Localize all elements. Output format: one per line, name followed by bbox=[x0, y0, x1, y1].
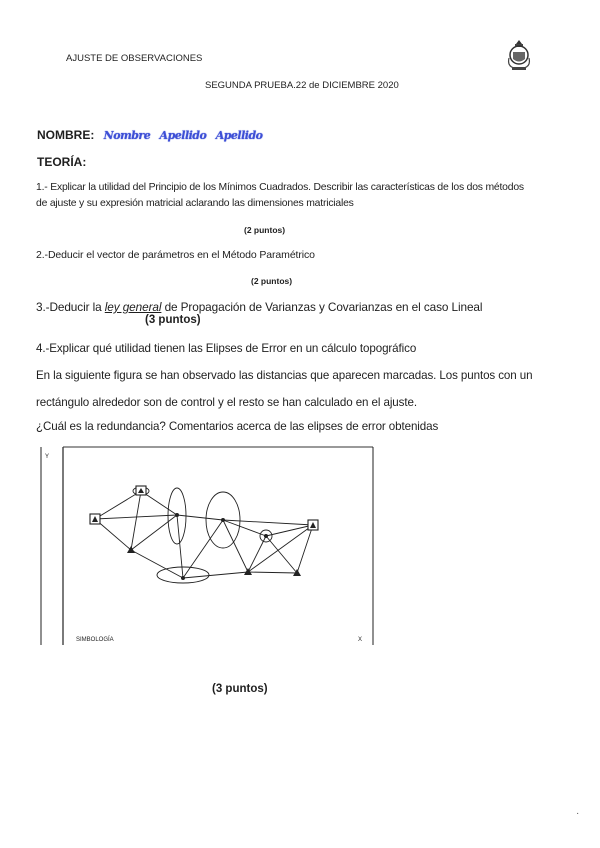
y-axis-label: Y bbox=[45, 454, 50, 460]
question-4: 4.-Explicar qué utilidad tienen las Elipses de Error en un cálculo topográfico bbox=[36, 342, 417, 355]
question-3-intro: 3.-Deducir la bbox=[36, 300, 105, 314]
network-figure bbox=[36, 442, 381, 647]
exam-date: SEGUNDA PRUEBA.22 de DICIEMBRE 2020 bbox=[205, 80, 399, 91]
question-1-points: (2 puntos) bbox=[244, 225, 286, 235]
university-crest-icon bbox=[504, 38, 534, 72]
question-3-emphasis: ley general bbox=[104, 300, 162, 314]
question-4-text-1: En la siguiente figura se han observado las distancias que aparecen marcadas. Los puntos con un bbox=[36, 369, 533, 382]
name-field bbox=[37, 128, 262, 142]
student-surname-1: Apellido bbox=[159, 129, 207, 142]
question-4-text-3: ¿Cuál es la redundancia? Comentarios acerca de las elipses de error obtenidas bbox=[36, 420, 439, 433]
question-4-text-2: rectángulo alrededor son de control y el resto se han calculado en el ajuste. bbox=[36, 396, 417, 409]
question-1-line-1: 1.- Explicar la utilidad del Principio de los Mínimos Cuadrados. Describir las características de los dos métodos bbox=[36, 182, 524, 193]
question-2: 2.-Deducir el vector de parámetros en el Método Paramétrico bbox=[36, 249, 315, 261]
page-mark: · bbox=[576, 808, 580, 819]
student-first-name: Nombre bbox=[103, 129, 151, 142]
question-2-points: (2 puntos) bbox=[251, 276, 293, 286]
legend-label: SIMBOLOGÍA bbox=[76, 637, 114, 643]
control-point-markers bbox=[92, 488, 316, 528]
error-ellipses bbox=[133, 487, 272, 583]
name-label: NOMBRE: bbox=[37, 128, 95, 142]
observation-lines bbox=[95, 491, 313, 578]
question-3-points: (3 puntos) bbox=[145, 314, 201, 326]
course-title: AJUSTE DE OBSERVACIONES bbox=[66, 53, 203, 64]
student-surname-2: Apellido bbox=[215, 129, 263, 142]
question-4-points: (3 puntos) bbox=[212, 683, 268, 695]
theory-heading: TEORÍA: bbox=[37, 155, 87, 169]
question-1-line-2: de ajuste y su expresión matricial aclarando las dimensiones matriciales bbox=[36, 198, 354, 209]
question-3-rest: de Propagación de Varianzas y Covarianzas en el caso Lineal bbox=[161, 300, 483, 314]
x-axis-label: X bbox=[358, 637, 363, 643]
question-3 bbox=[36, 300, 482, 314]
